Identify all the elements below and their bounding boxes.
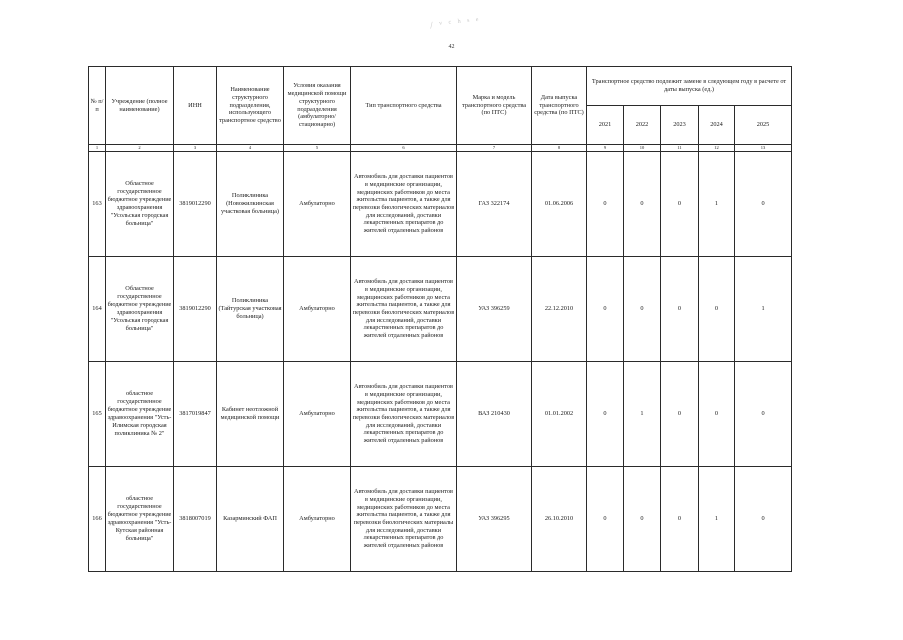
header-year-2025: 2025 xyxy=(735,106,792,145)
faint-stamp-mark: / ᵛ ᶜ ʰ ˢ ᵉ xyxy=(429,15,482,32)
column-number: 7 xyxy=(457,145,532,152)
row-inn: 3819012290 xyxy=(174,257,217,362)
row-2024: 0 xyxy=(699,257,735,362)
header-year-2021: 2021 xyxy=(587,106,624,145)
row-conditions: Амбулаторно xyxy=(284,467,351,572)
column-number: 6 xyxy=(351,145,457,152)
header-year-2022: 2022 xyxy=(624,106,661,145)
row-brand: УАЗ 396295 xyxy=(457,467,532,572)
row-2021: 0 xyxy=(587,362,624,467)
column-numbers-row xyxy=(89,145,792,152)
row-institution: Областное государственное бюджетное учреждение здравоохранения "Усольская городская больница" xyxy=(106,152,174,257)
row-2023: 0 xyxy=(661,257,699,362)
table-row xyxy=(89,152,792,257)
row-unit: Поликлиника (Тайтурская участковая больница) xyxy=(217,257,284,362)
row-inn: 3817019847 xyxy=(174,362,217,467)
header-institution: Учреждение (полное наименование) xyxy=(106,67,174,145)
column-number: 2 xyxy=(106,145,174,152)
row-unit: Кабинет неотложной медицинской помощи xyxy=(217,362,284,467)
row-vehicle-type: Автомобиль для доставки пациентов в медицинские организации, медицинских работников до места жительства пациентов, а также для перевозки биологических материалов для исследований, доставки лекарственных препаратов до жителей отдаленных районов xyxy=(351,362,457,467)
row-num: 165 xyxy=(89,362,106,467)
row-unit: Казарминский ФАП xyxy=(217,467,284,572)
header-inn: ИНН xyxy=(174,67,217,145)
row-release-date: 01.01.2002 xyxy=(532,362,587,467)
table-row xyxy=(89,467,792,572)
header-brand: Марка и модель транспортного средства (по ПТС) xyxy=(457,67,532,145)
row-vehicle-type: Автомобиль для доставки пациентов в медицинские организации, медицинских работников до места жительства пациентов, а также для перевозки биологических материалов для исследований, доставки лекарственных препаратов до жителей отдаленных районов xyxy=(351,257,457,362)
column-number: 11 xyxy=(661,145,699,152)
row-brand: ГАЗ 322174 xyxy=(457,152,532,257)
row-2022: 0 xyxy=(624,152,661,257)
row-2025: 0 xyxy=(735,362,792,467)
row-institution: Областное государственное бюджетное учреждение здравоохранения "Усольская городская больница" xyxy=(106,257,174,362)
row-2023: 0 xyxy=(661,362,699,467)
header-unit: Наименование структурного подразделения, использующего транспортное средство xyxy=(217,67,284,145)
header-release-date: Дата выпуска транспортного средства (по ПТС) xyxy=(532,67,587,145)
vehicle-replacement-table xyxy=(88,66,792,572)
row-institution: областное государственное бюджетное учреждение здравоохранения "Усть-Илимская городская поликлиника № 2" xyxy=(106,362,174,467)
row-2023: 0 xyxy=(661,467,699,572)
column-number: 8 xyxy=(532,145,587,152)
header-vehicle-type: Тип транспортного средства xyxy=(351,67,457,145)
header-conditions: Условия оказания медицинской помощи структурного подразделения (амбулаторно/ стационарно) xyxy=(284,67,351,145)
header-year-2023: 2023 xyxy=(661,106,699,145)
table-row xyxy=(89,362,792,467)
page-number: 42 xyxy=(448,44,455,50)
header-year-2024: 2024 xyxy=(699,106,735,145)
row-2024: 1 xyxy=(699,467,735,572)
row-release-date: 01.06.2006 xyxy=(532,152,587,257)
column-number: 3 xyxy=(174,145,217,152)
column-number: 12 xyxy=(699,145,735,152)
row-vehicle-type: Автомобиль для доставки пациентов в медицинские организации, медицинских работников до места жительства пациентов, а также для перевозки биологических материалы для исследований, доставки лекарственных препаратов до жителей отдаленных районов xyxy=(351,467,457,572)
header-row xyxy=(89,67,792,106)
row-2025: 0 xyxy=(735,467,792,572)
row-vehicle-type: Автомобиль для доставки пациентов в медицинские организации, медицинских работников до места жительства пациентов, а также для перевозки биологических материалов для исследований, доставки лекарственных препаратов до жителей отдаленных районов xyxy=(351,152,457,257)
row-conditions: Амбулаторно xyxy=(284,152,351,257)
column-number: 10 xyxy=(624,145,661,152)
row-2021: 0 xyxy=(587,257,624,362)
row-2023: 0 xyxy=(661,152,699,257)
row-unit: Поликлиника (Новожилкинская участковая больница) xyxy=(217,152,284,257)
row-2022: 0 xyxy=(624,467,661,572)
header-replacement-group: Транспортное средство подлежит замене в следующем году в расчете от даты выпуска (ед.) xyxy=(587,67,792,106)
row-brand: ВАЗ 210430 xyxy=(457,362,532,467)
column-number: 9 xyxy=(587,145,624,152)
row-num: 164 xyxy=(89,257,106,362)
row-release-date: 26.10.2010 xyxy=(532,467,587,572)
column-number: 5 xyxy=(284,145,351,152)
row-conditions: Амбулаторно xyxy=(284,362,351,467)
column-number: 1 xyxy=(89,145,106,152)
row-2021: 0 xyxy=(587,467,624,572)
row-2024: 0 xyxy=(699,362,735,467)
row-release-date: 22.12.2010 xyxy=(532,257,587,362)
row-conditions: Амбулаторно xyxy=(284,257,351,362)
row-2021: 0 xyxy=(587,152,624,257)
column-number: 4 xyxy=(217,145,284,152)
column-number: 13 xyxy=(735,145,792,152)
row-inn: 3819012290 xyxy=(174,152,217,257)
row-num: 166 xyxy=(89,467,106,572)
row-inn: 3818007019 xyxy=(174,467,217,572)
table-row xyxy=(89,257,792,362)
row-2025: 1 xyxy=(735,257,792,362)
row-2024: 1 xyxy=(699,152,735,257)
row-2022: 1 xyxy=(624,362,661,467)
row-2025: 0 xyxy=(735,152,792,257)
row-num: 163 xyxy=(89,152,106,257)
header-num: № п/п xyxy=(89,67,106,145)
row-2022: 0 xyxy=(624,257,661,362)
row-institution: областное государственное бюджетное учреждение здравоохранения "Усть-Кутская районная больница" xyxy=(106,467,174,572)
row-brand: УАЗ 396259 xyxy=(457,257,532,362)
